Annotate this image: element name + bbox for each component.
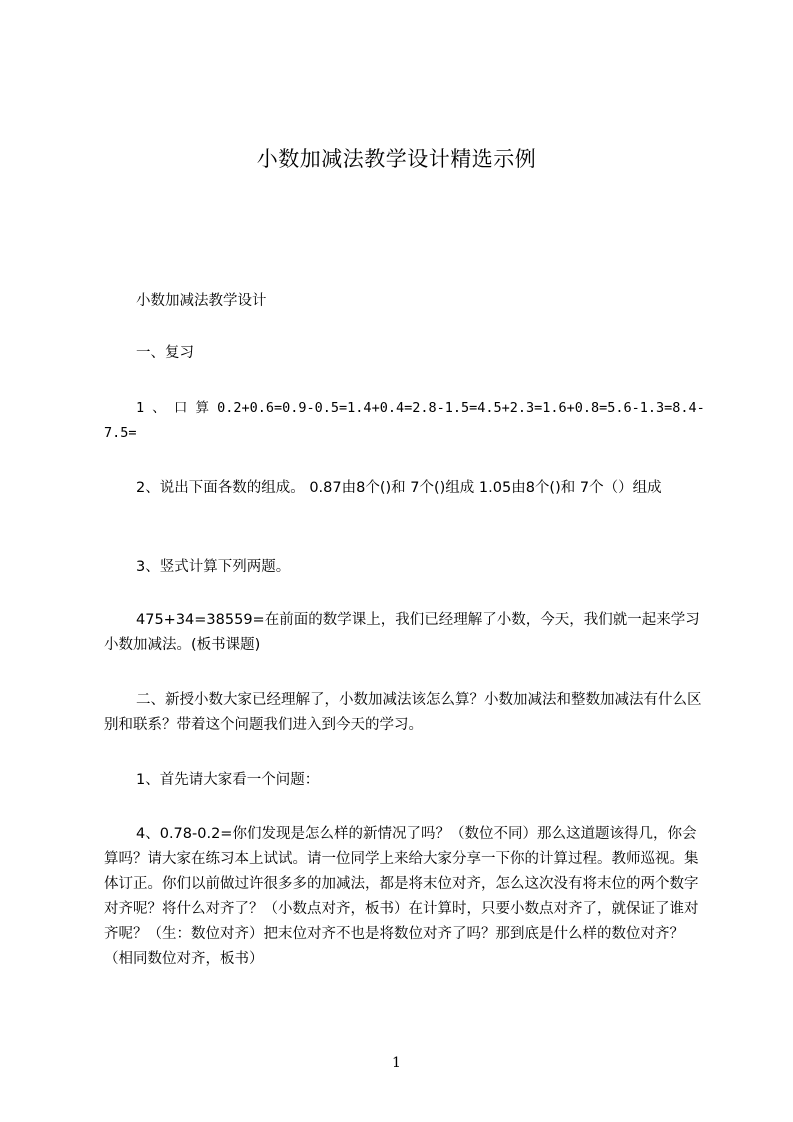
section-heading-review: 一、复习 <box>136 345 194 361</box>
page-number: 1 <box>392 1055 401 1071</box>
paragraph-oral-calculation: 1 、 口 算 0.2+0.6=0.9-0.5=1.4+0.4=2.8-1.5=4.5+2.3=1.6+0.8=5.6-1.3=8.4-7.5= <box>104 400 705 441</box>
document-title: 小数加减法教学设计精选示例 <box>256 147 537 171</box>
paragraph-decimal-alignment: 4、0.78-0.2=你们发现是怎么样的新情况了吗？（数位不同）那么这道题该得几，你会算吗？请大家在练习本上试试。请一位同学上来给大家分享一下你的计算过程。教师巡视。集体订正。你们以前做过许很多多的加减法，都是将末位对齐，怎么这次没有将末位的两个数字对齐呢？将什么对齐了？（小数点对齐，板书）在计算时，只要小数点对齐了，就保证了谁对齐呢？（生：数位对齐）把末位对齐不也是将数位对齐了吗？那到底是什么样的数位对齐？（相同数位对齐，板书） <box>104 826 699 967</box>
paragraph-new-lesson: 二、新授小数大家已经理解了，小数加减法该怎么算？小数加减法和整数加减法有什么区别和联系？带着这个问题我们进入到今天的学习。 <box>104 692 702 733</box>
paragraph-introduction: 475+34=38559=在前面的数学课上，我们已经理解了小数，今天，我们就一起来学习小数加减法。(板书课题) <box>104 612 700 653</box>
paragraph-question-intro: 1、首先请大家看一个问题： <box>136 772 320 788</box>
section-heading: 小数加减法教学设计 <box>136 293 267 309</box>
paragraph-vertical-calculation: 3、竖式计算下列两题。 <box>136 559 291 575</box>
paragraph-number-composition: 2、说出下面各数的组成。 0.87由8个()和 7个()组成 1.05由8个()和 7个（）组成 <box>136 480 662 496</box>
